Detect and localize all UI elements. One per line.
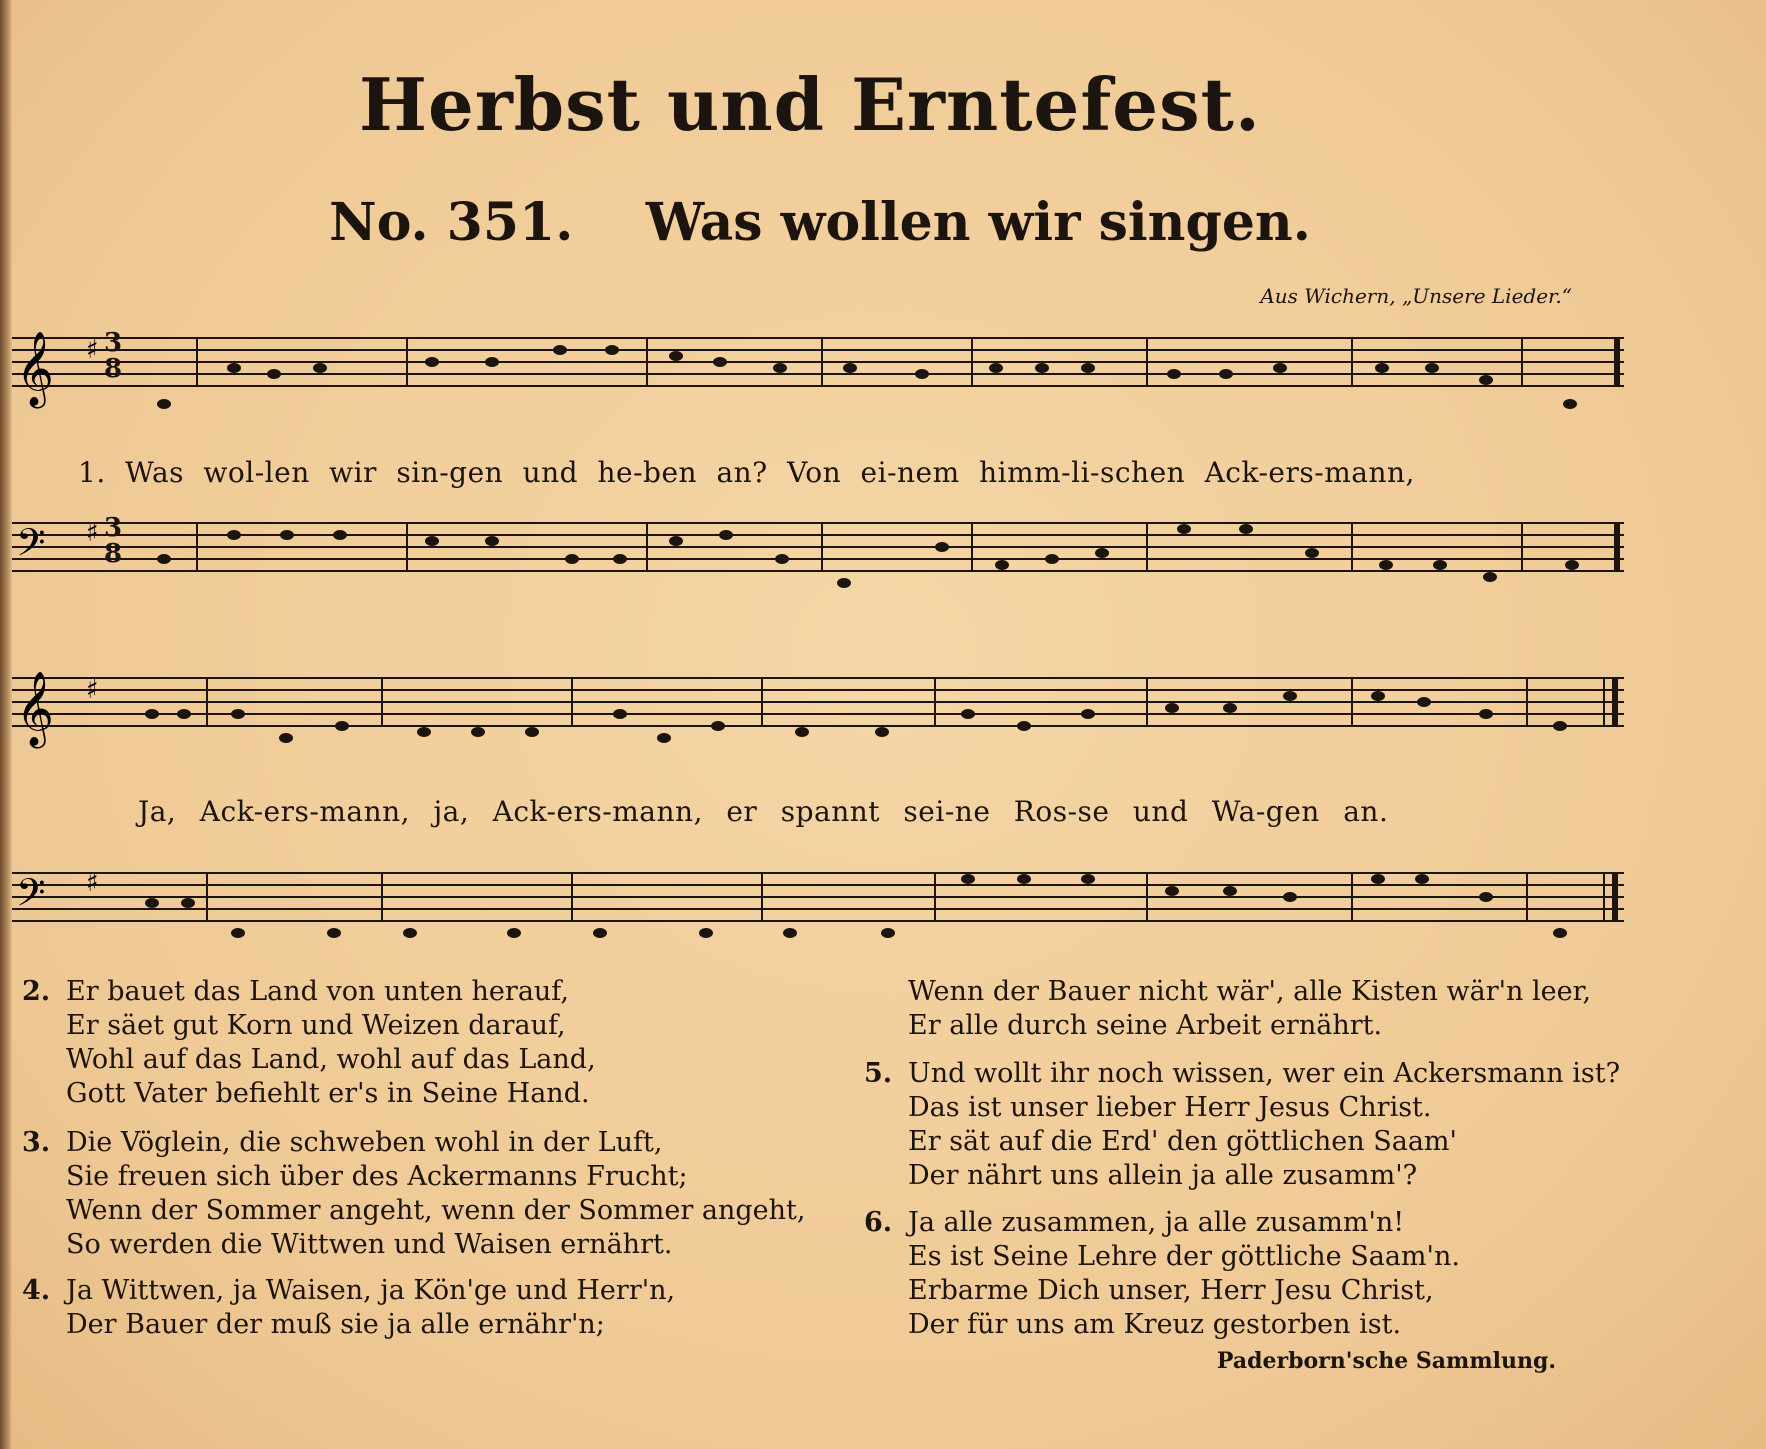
verse-number: 4. xyxy=(22,1275,51,1306)
time-signature-bass xyxy=(104,515,122,567)
verse-line: Gott Vater befiehlt er's in Seine Hand. xyxy=(66,1078,590,1109)
verse-line: Wenn der Sommer angeht, wenn der Sommer angeht, xyxy=(66,1195,806,1226)
hymn-title: Was wollen wir singen. xyxy=(645,192,1311,253)
lyrics-verse1-line2: Ja, Ack-ers-mann, ja, Ack-ers-mann, er spannt sei-ne Ros-se und Wa-gen an. xyxy=(138,795,1389,828)
verse-6 xyxy=(864,1206,1460,1342)
verse-line: Das ist unser lieber Herr Jesus Christ. xyxy=(908,1092,1432,1123)
notes-treble-1 xyxy=(157,345,1577,409)
verse-number: 2. xyxy=(22,976,51,1007)
verse-number: 6. xyxy=(864,1207,893,1238)
verse-line: Der nährt uns allein ja alle zusamm'? xyxy=(908,1160,1418,1191)
verse-line: Wenn der Bauer nicht wär', alle Kisten wär'n leer, xyxy=(908,976,1592,1007)
time-signature-bottom: 8 xyxy=(104,354,123,384)
verse-4 xyxy=(22,1274,675,1342)
barlines-1 xyxy=(197,338,1617,571)
verse-line: Er sät auf die Erd' den göttlichen Saam' xyxy=(908,1126,1457,1157)
time-signature-top: 3 xyxy=(104,328,123,358)
hymn-number: No. 351. xyxy=(329,192,574,253)
key-sharp-icon: ♯ xyxy=(86,335,99,365)
bass-clef-icon: 𝄢 xyxy=(16,520,46,574)
bass-clef-icon: 𝄢 xyxy=(16,870,46,924)
verse-number: 3. xyxy=(22,1127,51,1158)
verse-number: 5. xyxy=(864,1058,893,1089)
lyrics-verse1-line1: 1. Was wol-len wir sin-gen und he-ben an? Von ei-nem himm-li-schen Ack-ers-mann, xyxy=(78,456,1415,489)
verse-line: Er alle durch seine Arbeit ernährt. xyxy=(908,1010,1383,1041)
verse-line: Wohl auf das Land, wohl auf das Land, xyxy=(66,1044,596,1075)
verse-2 xyxy=(22,975,596,1111)
key-sharp-icon: ♯ xyxy=(86,518,99,548)
time-signature-top: 3 xyxy=(104,513,123,543)
verse-line: Er bauet das Land von unten herauf, xyxy=(66,976,569,1007)
verse-5 xyxy=(864,1057,1620,1193)
verse-3 xyxy=(22,1126,805,1262)
time-signature-bottom: 8 xyxy=(104,539,123,569)
verse-line: Er säet gut Korn und Weizen darauf, xyxy=(66,1010,566,1041)
hymn-heading xyxy=(0,192,1640,253)
verse-line: So werden die Wittwen und Waisen ernährt. xyxy=(66,1229,673,1260)
time-signature xyxy=(104,330,122,382)
notes-treble-2 xyxy=(145,691,1567,743)
verse-line: Es ist Seine Lehre der göttliche Saam'n. xyxy=(908,1241,1460,1272)
treble-clef-icon: 𝄞 xyxy=(16,332,54,406)
treble-staff-2 xyxy=(12,678,1624,726)
key-sharp-icon: ♯ xyxy=(86,868,99,898)
key-sharp-icon: ♯ xyxy=(86,675,99,705)
verse-line: Sie freuen sich über des Ackermanns Frucht; xyxy=(66,1161,688,1192)
source-credit: Aus Wichern, „Unsere Lieder.“ xyxy=(1260,284,1572,308)
notes-bass-2 xyxy=(145,874,1567,938)
section-title: Herbst und Erntefest. xyxy=(359,62,1261,147)
verse-line: Der für uns am Kreuz gestorben ist. xyxy=(908,1309,1402,1340)
verse-line: Ja alle zusammen, ja alle zusamm'n! xyxy=(908,1207,1405,1238)
verse-4-continued xyxy=(864,975,1591,1043)
verse-line: Die Vöglein, die schweben wohl in der Luft, xyxy=(66,1127,663,1158)
treble-clef-icon: 𝄞 xyxy=(16,672,54,746)
verse-line: Und wollt ihr noch wissen, wer ein Ackersmann ist? xyxy=(908,1058,1621,1089)
verse-line: Erbarme Dich unser, Herr Jesu Christ, xyxy=(908,1275,1434,1306)
verse-line: Der Bauer der muß sie ja alle ernähr'n; xyxy=(66,1309,605,1340)
verse-line: Ja Wittwen, ja Waisen, ja Kön'ge und Herr'n, xyxy=(66,1275,676,1306)
treble-staff-1 xyxy=(12,338,1624,386)
notes-bass-1 xyxy=(157,524,1579,588)
attribution: Paderborn'sche Sammlung. xyxy=(1216,1348,1556,1374)
